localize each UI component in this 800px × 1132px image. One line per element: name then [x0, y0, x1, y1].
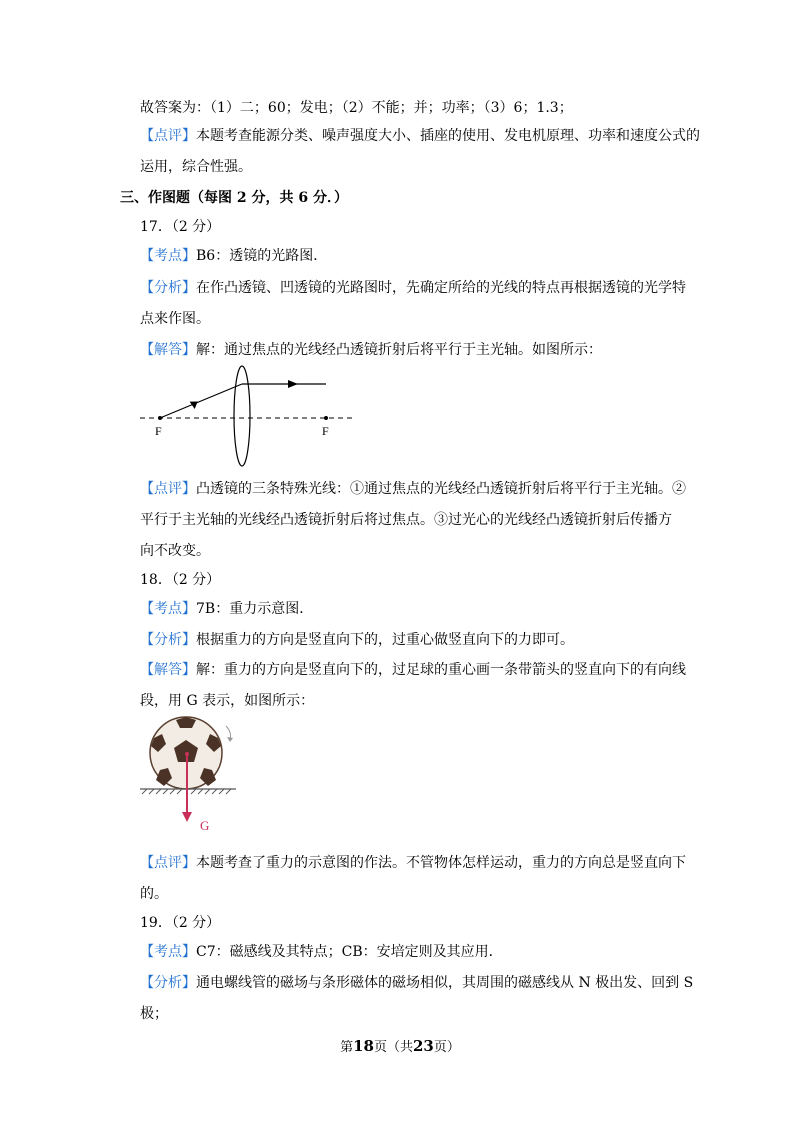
q17-kaodian: 【考点】B6：透镜的光路图．: [140, 248, 328, 264]
q18-jieda: 【解答】解：重力的方向是竖直向下的，过足球的重心画一条带箭头的竖直向下的有向线: [140, 662, 686, 678]
convex-lens-diagram: [140, 364, 380, 474]
q17-dianping: 【点评】凸透镜的三条特殊光线：①通过焦点的光线经凸透镜折射后将平行于主光轴。②: [140, 481, 686, 497]
question-19-title: 19．（2 分）: [140, 915, 221, 931]
text-line: 的。: [140, 886, 168, 902]
text-line: 平行于主光轴的光线经凸透镜折射后将过焦点。③过光心的光线经凸透镜折射后传播方: [140, 512, 672, 528]
text-line: 向不改变。: [140, 543, 210, 559]
text-line: 运用，综合性强。: [140, 159, 252, 175]
text-line: 段，用 G 表示，如图所示：: [140, 693, 315, 709]
focus-label-right: F: [322, 424, 329, 438]
gravity-label: G: [200, 818, 210, 833]
soccer-ball-diagram: [140, 714, 250, 839]
focus-label-left: F: [155, 424, 162, 438]
section-heading: 三、作图题（每图 2 分，共 6 分．）: [120, 190, 348, 206]
q19-kaodian: 【考点】C7：磁感线及其特点；CB：安培定则及其应用．: [140, 944, 503, 960]
q18-fenxi: 【分析】根据重力的方向是竖直向下的，过重心做竖直向下的力即可。: [140, 632, 574, 648]
text-line: 极；: [140, 1006, 168, 1022]
q19-fenxi: 【分析】通电螺线管的磁场与条形磁体的磁场相似，其周围的磁感线从 N 极出发、回到 S: [140, 975, 694, 991]
q18-kaodian: 【考点】7B：重力示意图．: [140, 601, 314, 617]
question-18-title: 18．（2 分）: [140, 572, 221, 588]
text-line: 点来作图。: [140, 311, 210, 327]
page-footer: 第18页（共23页）: [340, 1037, 460, 1055]
answer-line: 故答案为：（1）二；60；发电；（2）不能；并；功率；（3）6；1.3；: [140, 100, 573, 116]
q17-fenxi: 【分析】在作凸透镜、凹透镜的光路图时，先确定所给的光线的特点再根据透镜的光学特: [140, 280, 686, 296]
q17-jieda: 【解答】解：通过焦点的光线经凸透镜折射后将平行于主光轴。如图所示：: [140, 342, 602, 358]
q18-dianping: 【点评】本题考查了重力的示意图的作法。不管物体怎样运动，重力的方向总是竖直向下: [140, 855, 686, 871]
tag-comment: 【点评】: [140, 128, 196, 144]
comment-line: 【点评】本题考查能源分类、噪声强度大小、插座的使用、发电机原理、功率和速度公式的: [140, 128, 700, 144]
question-17-title: 17．（2 分）: [140, 219, 221, 235]
